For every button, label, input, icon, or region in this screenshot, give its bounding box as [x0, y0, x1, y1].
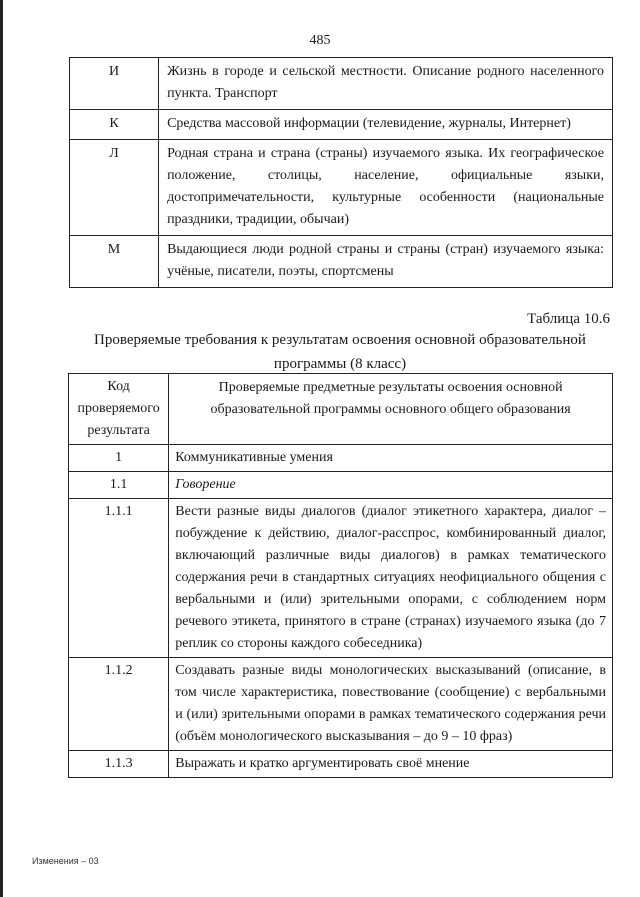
table-row — [69, 751, 613, 778]
row-text: Выражать и кратко аргументировать своё мнение — [169, 751, 613, 778]
table-row — [70, 236, 613, 288]
row-code: 1.1.1 — [69, 499, 169, 658]
footer-note: Изменения – 03 — [32, 856, 99, 866]
table-row — [69, 472, 613, 499]
table-row — [69, 499, 613, 658]
row-text: Жизнь в городе и сельской местности. Описание родного населенного пункта. Транспорт — [159, 58, 613, 110]
header-code: Код проверяемого результата — [69, 374, 169, 445]
row-code: 1 — [69, 445, 169, 472]
row-code: И — [70, 58, 159, 110]
table-title: Проверяемые требования к результатам освоения основной образовательной программы (8 класс) — [94, 332, 586, 372]
row-code: К — [70, 110, 159, 140]
table-header-row — [69, 374, 613, 445]
scan-edge — [0, 0, 3, 897]
row-text: Коммуникативные умения — [169, 445, 613, 472]
row-code: 1.1 — [69, 472, 169, 499]
topics-table — [69, 57, 613, 288]
row-text: Родная страна и страна (страны) изучаемого языка. Их географическое положение, столицы, население, официальные языки, достопримечательности, культурные особенности (национальные праздники, традиции, обычаи) — [159, 140, 613, 236]
row-code: 1.1.2 — [69, 658, 169, 751]
row-text: Говорение — [169, 472, 613, 499]
table-row — [70, 58, 613, 110]
header-text: Проверяемые предметные результаты освоения основной образовательной программы основного общего образования — [169, 374, 613, 445]
row-text: Выдающиеся люди родной страны и страны (стран) изучаемого языка: учёные, писатели, поэты, спортсмены — [159, 236, 613, 288]
table-row — [70, 140, 613, 236]
table-row — [69, 445, 613, 472]
table-caption: Таблица 10.6 — [527, 311, 610, 327]
table-row — [70, 110, 613, 140]
row-text: Вести разные виды диалогов (диалог этикетного характера, диалог – побуждение к действию, диалог-расспрос, комбинированный диалог, включающий различные виды диалогов) в рамках тематического содержания речи в стандартных ситуациях неофициального общения с вербальными и (или) зрительными опорами, с соблюдением норм речевого этикета, принятого в стране (странах) изучаемого языка (до 7 реплик со стороны каждого собеседника) — [169, 499, 613, 658]
row-code: М — [70, 236, 159, 288]
row-code: 1.1.3 — [69, 751, 169, 778]
row-code: Л — [70, 140, 159, 236]
row-text: Средства массовой информации (телевидение, журналы, Интернет) — [159, 110, 613, 140]
page-number: 485 — [309, 33, 331, 48]
row-text: Создавать разные виды монологических высказываний (описание, в том числе характеристика, повествование (сообщение) с вербальными и (или) зрительными опорами в рамках тематического содержания речи (объём монологического высказывания – до 9 – 10 фраз) — [169, 658, 613, 751]
requirements-table — [68, 373, 613, 778]
table-row — [69, 658, 613, 751]
